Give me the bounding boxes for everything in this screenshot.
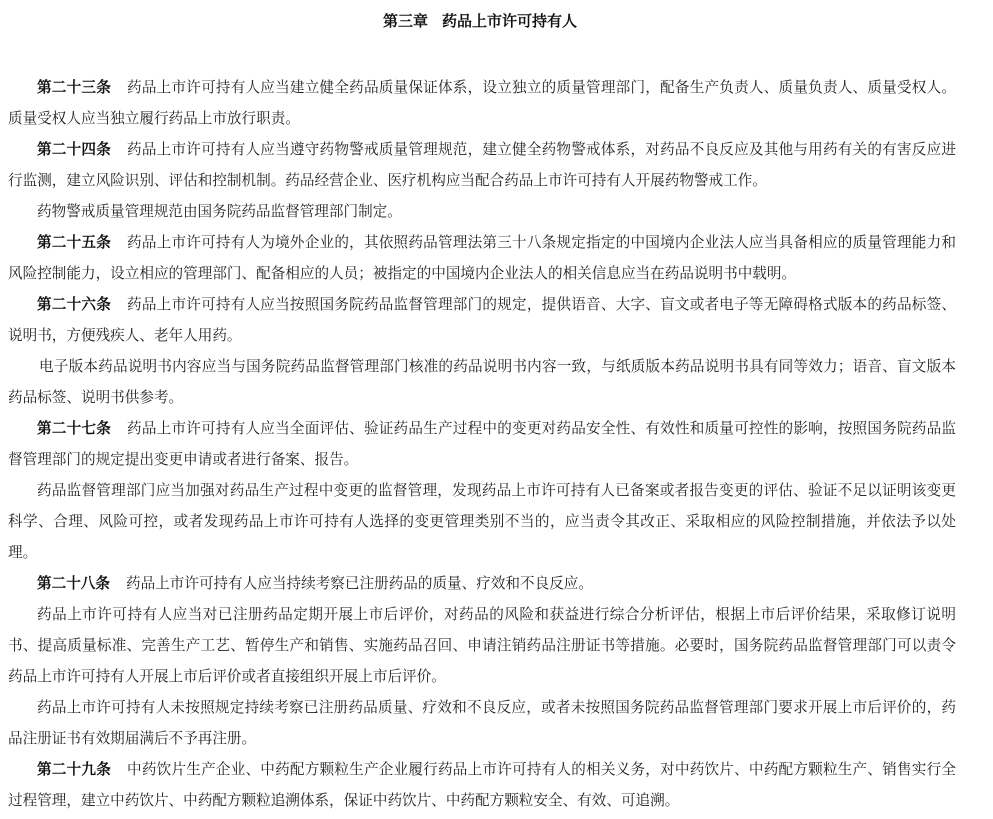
article-paragraph [8,134,956,196]
article-number: 第二十八条 [37,575,110,592]
article-paragraph [8,568,956,599]
article-paragraph [8,413,956,475]
paragraph-text: 药品上市许可持有人应当建立健全药品质量保证体系，设立独立的质量管理部门，配备生产负责人、质量负责人、质量受权人。质量受权人应当独立履行药品上市放行职责。 [8,79,956,127]
paragraph-text: 药品上市许可持有人为境外企业的，其依照药品管理法第三十八条规定指定的中国境内企业法人应当具备相应的质量管理能力和风险控制能力，设立相应的管理部门、配备相应的人员；被指定的中国境内企业法人的相关信息应当在药品说明书中载明。 [8,234,956,282]
body-paragraph [8,351,956,413]
paragraph-text: 药品上市许可持有人应当对已注册药品定期开展上市后评价，对药品的风险和获益进行综合分析评估，根据上市后评价结果，采取修订说明书、提高质量标准、完善生产工艺、暂停生产和销售、实施药品召回、申请注销药品注册证书等措施。必要时，国务院药品监督管理部门可以责令药品上市许可持有人开展上市后评价或者直接组织开展上市后评价。 [8,606,956,685]
paragraph-text: 药品上市许可持有人应当持续考察已注册药品的质量、疗效和不良反应。 [125,575,593,592]
article-paragraph [8,754,956,816]
paragraph-text: 药品监督管理部门应当加强对药品生产过程中变更的监督管理，发现药品上市许可持有人已备案或者报告变更的评估、验证不足以证明该变更科学、合理、风险可控，或者发现药品上市许可持有人选择的变更管理类别不当的，应当责令其改正、采取相应的风险控制措施，并依法予以处理。 [8,482,956,561]
paragraph-text: 药品上市许可持有人未按照规定持续考察已注册药品质量、疗效和不良反应，或者未按照国务院药品监督管理部门要求开展上市后评价的，药品注册证书有效期届满后不予再注册。 [8,699,956,747]
chapter-number: 第三章 [382,12,428,30]
article-paragraph [8,289,956,351]
article-number: 第二十六条 [37,296,112,313]
article-number: 第二十三条 [37,79,112,96]
chapter-title: 药品上市许可持有人 [442,12,578,30]
article-paragraph [8,227,956,289]
chapter-heading [0,11,960,31]
paragraph-text: 药物警戒质量管理规范由国务院药品监督管理部门制定。 [37,203,402,220]
paragraph-text: 药品上市许可持有人应当按照国务院药品监督管理部门的规定，提供语音、大字、盲文或者电子等无障碍格式版本的药品标签、说明书，方便残疾人、老年人用药。 [8,296,956,344]
paragraph-text: 电子版本药品说明书内容应当与国务院药品监督管理部门核准的药品说明书内容一致，与纸质版本药品说明书具有同等效力；语音、盲文版本药品标签、说明书供参考。 [8,358,956,406]
article-number: 第二十四条 [37,141,112,158]
body-paragraph [8,692,956,754]
article-number: 第二十五条 [37,234,112,251]
paragraph-text: 药品上市许可持有人应当遵守药物警戒质量管理规范，建立健全药物警戒体系，对药品不良反应及其他与用药有关的有害反应进行监测，建立风险识别、评估和控制机制。药品经营企业、医疗机构应当配合药品上市许可持有人开展药物警戒工作。 [8,141,956,189]
article-paragraph [8,72,956,134]
body-paragraph [8,196,956,227]
paragraph-text: 中药饮片生产企业、中药配方颗粒生产企业履行药品上市许可持有人的相关义务，对中药饮片、中药配方颗粒生产、销售实行全过程管理，建立中药饮片、中药配方颗粒追溯体系，保证中药饮片、中药配方颗粒安全、有效、可追溯。 [8,761,956,809]
article-number: 第二十九条 [37,761,112,778]
document-body [8,72,956,816]
body-paragraph [8,475,956,568]
paragraph-text: 药品上市许可持有人应当全面评估、验证药品生产过程中的变更对药品安全性、有效性和质量可控性的影响，按照国务院药品监督管理部门的规定提出变更申请或者进行备案、报告。 [8,420,956,468]
body-paragraph [8,599,956,692]
article-number: 第二十七条 [37,420,112,437]
